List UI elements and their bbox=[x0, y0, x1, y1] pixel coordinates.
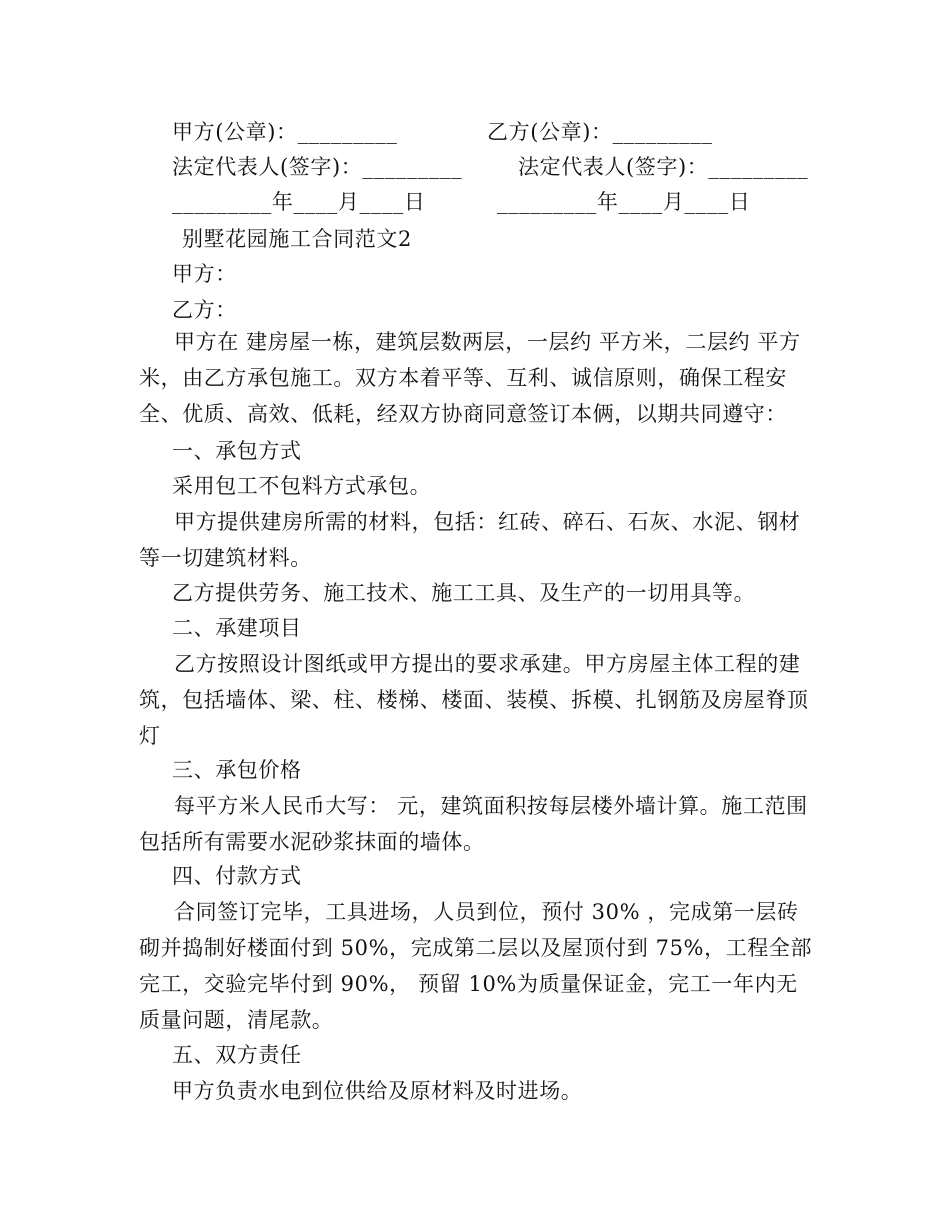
party-b-label: 乙方： bbox=[172, 298, 237, 322]
section-1-paragraph-2: 甲方提供建房所需的材料，包括：红砖、碎石、石灰、水泥、钢材等一切建筑材料。 bbox=[139, 510, 801, 570]
section-2-paragraph-1: 乙方按照设计图纸或甲方提出的要求承建。甲方房屋主体工程的建筑，包括墙体、梁、柱、楼梯、楼面、装模、拆模、扎钢筋及房屋脊顶灯 bbox=[139, 652, 809, 748]
section-5-heading: 五、双方责任 bbox=[172, 1043, 302, 1067]
section-3-paragraph-1: 每平方米人民币大写： 元，建筑面积按每层楼外墙计算。施工范围包括所有需要水泥砂浆抹面的墙体。 bbox=[139, 794, 808, 854]
section-4-paragraph-1: 合同签订完毕，工具进场，人员到位，预付 30% ，完成第一层砖砌并捣制好楼面付到 50%，完成第二层以及屋顶付到 75%，工程全部完工，交验完毕付到 90%， 预留 10%为质量保证金，完工一年内无质量问题，清尾款。 bbox=[139, 900, 813, 1032]
section-2-heading: 二、承建项目 bbox=[172, 616, 302, 640]
section-5-paragraph-1: 甲方负责水电到位供给及原材料及时进场。 bbox=[172, 1079, 583, 1103]
party-b-date-line: _________年____月____日 bbox=[497, 190, 751, 214]
section-1-paragraph-1: 采用包工不包料方式承包。 bbox=[172, 474, 432, 498]
party-a-seal-line: 甲方(公章)：_________ bbox=[172, 120, 398, 144]
party-a-rep-line: 法定代表人(签字)：_________ bbox=[172, 155, 463, 179]
section-1-heading: 一、承包方式 bbox=[172, 439, 302, 463]
party-b-rep-line: 法定代表人(签字)：_________ bbox=[518, 155, 809, 179]
party-b-seal-line: 乙方(公章)：_________ bbox=[487, 120, 713, 144]
party-a-date-line: _________年____月____日 bbox=[172, 190, 426, 214]
section-1-paragraph-3: 乙方提供劳务、施工技术、施工工具、及生产的一切用具等。 bbox=[172, 581, 756, 605]
section-3-heading: 三、承包价格 bbox=[172, 758, 302, 782]
party-a-label: 甲方： bbox=[172, 262, 237, 286]
intro-paragraph: 甲方在 建房屋一栋，建筑层数两层，一层约 平方米，二层约 平方米，由乙方承包施工。双方本着平等、互利、诚信原则，确保工程安全、优质、高效、低耗，经双方协商同意签订本俩，以期共同遵守： bbox=[139, 330, 801, 426]
section-4-heading: 四、付款方式 bbox=[172, 864, 302, 888]
document-title: 别墅花园施工合同范文2 bbox=[182, 227, 412, 251]
